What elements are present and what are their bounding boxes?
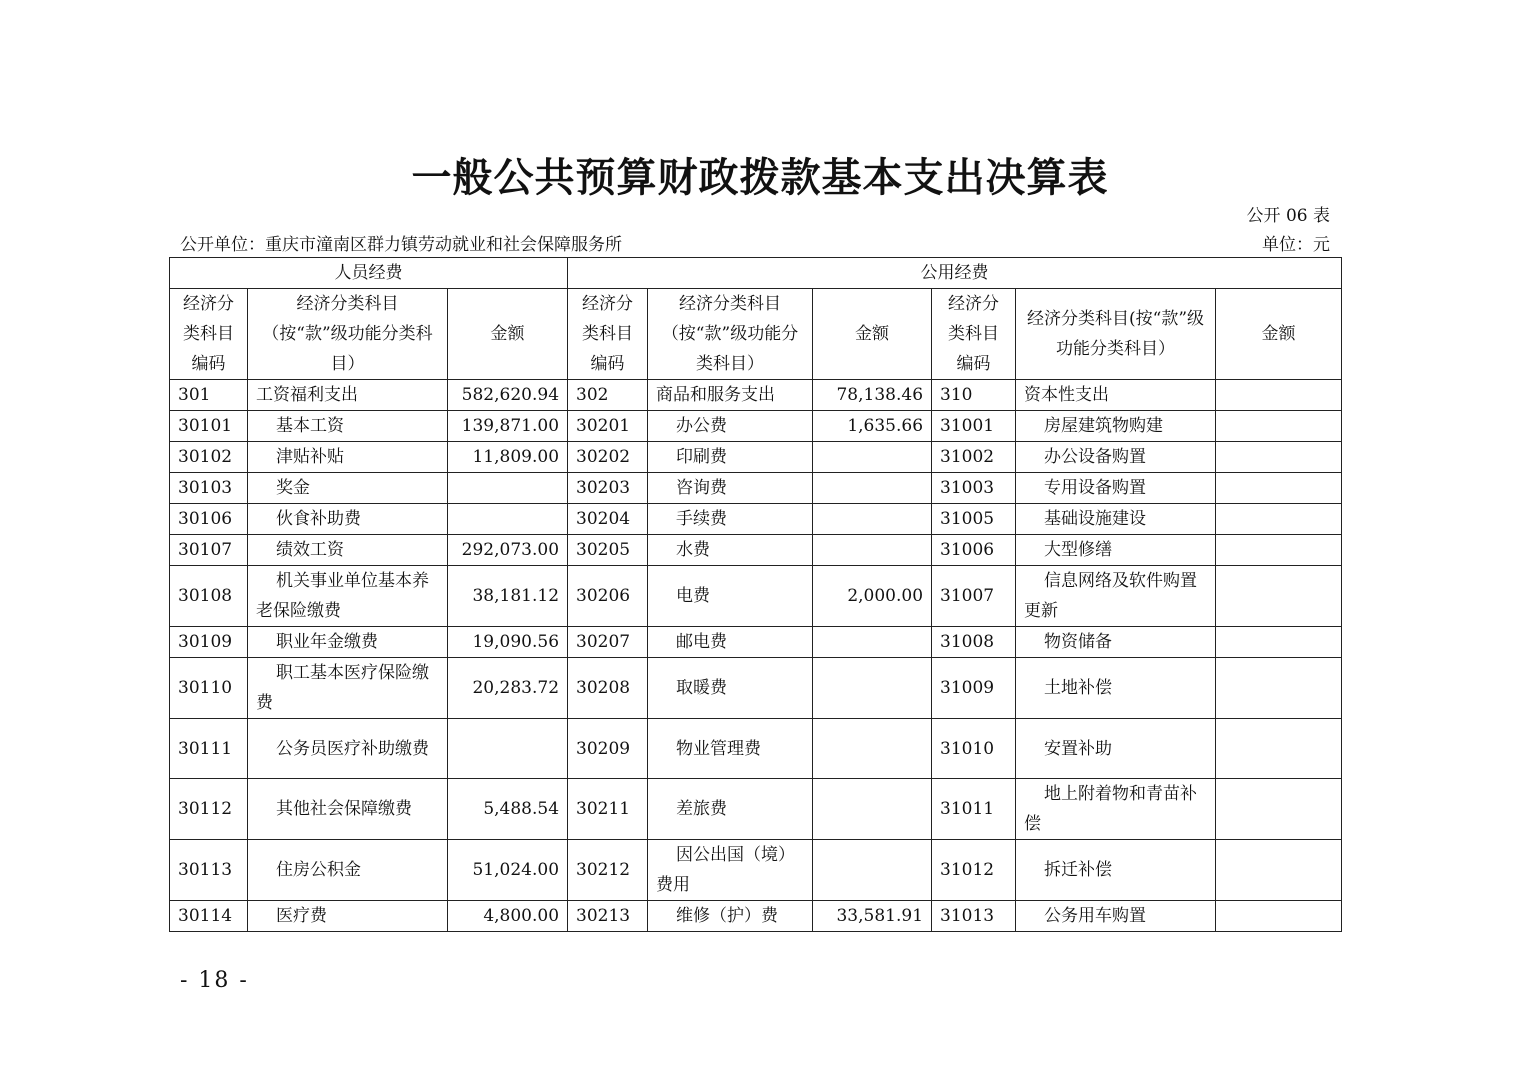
amount-cell — [813, 658, 932, 719]
amount-cell — [1216, 566, 1342, 627]
unit-name: 公开单位：重庆市潼南区群力镇劳动就业和社会保障服务所 — [180, 235, 622, 255]
amount-cell — [448, 719, 568, 779]
item-cell: 工资福利支出 — [248, 380, 448, 411]
item-cell: 办公费 — [648, 411, 813, 442]
group-header-row — [170, 258, 1342, 289]
header-amount-1: 金额 — [448, 289, 568, 380]
code-cell: 31002 — [932, 442, 1016, 473]
amount-cell: 139,871.00 — [448, 411, 568, 442]
amount-cell — [1216, 719, 1342, 779]
item-cell: 办公设备购置 — [1016, 442, 1216, 473]
code-cell: 31010 — [932, 719, 1016, 779]
item-cell: 伙食补助费 — [248, 504, 448, 535]
table-row — [170, 380, 1342, 411]
amount-cell: 4,800.00 — [448, 901, 568, 932]
item-cell: 差旅费 — [648, 779, 813, 840]
table-row — [170, 566, 1342, 627]
code-cell: 31006 — [932, 535, 1016, 566]
code-cell: 31013 — [932, 901, 1016, 932]
code-cell: 30204 — [568, 504, 648, 535]
header-code-2: 经济分类科目编码 — [568, 289, 648, 380]
item-cell: 取暖费 — [648, 658, 813, 719]
item-cell: 安置补助 — [1016, 719, 1216, 779]
header-item-1: 经济分类科目（按“款”级功能分类科目） — [248, 289, 448, 380]
amount-cell: 292,073.00 — [448, 535, 568, 566]
item-cell: 商品和服务支出 — [648, 380, 813, 411]
amount-cell: 38,181.12 — [448, 566, 568, 627]
item-cell: 信息网络及软件购置更新 — [1016, 566, 1216, 627]
code-cell: 30205 — [568, 535, 648, 566]
item-cell: 拆迁补偿 — [1016, 840, 1216, 901]
code-cell: 30211 — [568, 779, 648, 840]
unit-line — [180, 230, 1330, 255]
code-cell: 30101 — [170, 411, 248, 442]
code-cell: 30109 — [170, 627, 248, 658]
amount-cell — [813, 442, 932, 473]
amount-cell — [448, 473, 568, 504]
table-row — [170, 658, 1342, 719]
code-cell: 30207 — [568, 627, 648, 658]
item-cell: 资本性支出 — [1016, 380, 1216, 411]
amount-cell — [448, 504, 568, 535]
code-cell: 30113 — [170, 840, 248, 901]
amount-cell: 78,138.46 — [813, 380, 932, 411]
code-cell: 30108 — [170, 566, 248, 627]
amount-cell: 2,000.00 — [813, 566, 932, 627]
amount-cell: 33,581.91 — [813, 901, 932, 932]
table-row — [170, 411, 1342, 442]
code-cell: 30201 — [568, 411, 648, 442]
header-code-3: 经济分类科目编码 — [932, 289, 1016, 380]
amount-cell — [813, 535, 932, 566]
item-cell: 物资储备 — [1016, 627, 1216, 658]
code-cell: 30103 — [170, 473, 248, 504]
header-amount-3: 金额 — [1216, 289, 1342, 380]
item-cell: 地上附着物和青苗补偿 — [1016, 779, 1216, 840]
amount-cell — [813, 504, 932, 535]
item-cell: 医疗费 — [248, 901, 448, 932]
amount-cell — [1216, 627, 1342, 658]
amount-cell: 20,283.72 — [448, 658, 568, 719]
code-cell: 30106 — [170, 504, 248, 535]
code-cell: 30202 — [568, 442, 648, 473]
code-cell: 30114 — [170, 901, 248, 932]
amount-cell — [1216, 504, 1342, 535]
item-cell: 专用设备购置 — [1016, 473, 1216, 504]
item-cell: 维修（护）费 — [648, 901, 813, 932]
item-cell: 房屋建筑物购建 — [1016, 411, 1216, 442]
item-cell: 公务用车购置 — [1016, 901, 1216, 932]
header-code-1: 经济分类科目编码 — [170, 289, 248, 380]
item-cell: 津贴补贴 — [248, 442, 448, 473]
item-cell: 物业管理费 — [648, 719, 813, 779]
item-cell: 其他社会保障缴费 — [248, 779, 448, 840]
item-cell: 咨询费 — [648, 473, 813, 504]
amount-cell — [1216, 901, 1342, 932]
amount-cell — [813, 840, 932, 901]
amount-cell — [1216, 779, 1342, 840]
code-cell: 31001 — [932, 411, 1016, 442]
amount-cell: 11,809.00 — [448, 442, 568, 473]
budget-table — [169, 257, 1342, 932]
amount-cell: 51,024.00 — [448, 840, 568, 901]
code-cell: 30212 — [568, 840, 648, 901]
code-cell: 30206 — [568, 566, 648, 627]
code-cell: 31008 — [932, 627, 1016, 658]
code-cell: 302 — [568, 380, 648, 411]
item-cell: 手续费 — [648, 504, 813, 535]
amount-cell — [1216, 473, 1342, 504]
item-cell: 电费 — [648, 566, 813, 627]
code-cell: 30112 — [170, 779, 248, 840]
item-cell: 职业年金缴费 — [248, 627, 448, 658]
column-header-row — [170, 289, 1342, 380]
amount-cell: 19,090.56 — [448, 627, 568, 658]
page-number: - 18 - — [180, 968, 249, 993]
item-cell: 印刷费 — [648, 442, 813, 473]
amount-cell — [813, 779, 932, 840]
amount-cell — [1216, 411, 1342, 442]
item-cell: 基础设施建设 — [1016, 504, 1216, 535]
amount-cell — [1216, 535, 1342, 566]
code-cell: 30107 — [170, 535, 248, 566]
currency-unit: 单位：元 — [1262, 235, 1330, 255]
item-cell: 公务员医疗补助缴费 — [248, 719, 448, 779]
header-item-2: 经济分类科目（按“款”级功能分类科目） — [648, 289, 813, 380]
code-cell: 30208 — [568, 658, 648, 719]
code-cell: 31012 — [932, 840, 1016, 901]
code-cell: 30111 — [170, 719, 248, 779]
amount-cell — [1216, 840, 1342, 901]
code-cell: 30102 — [170, 442, 248, 473]
amount-cell — [1216, 658, 1342, 719]
header-item-3: 经济分类科目(按“款”级功能分类科目） — [1016, 289, 1216, 380]
group-public: 公用经费 — [568, 258, 1342, 289]
table-row — [170, 504, 1342, 535]
item-cell: 土地补偿 — [1016, 658, 1216, 719]
code-cell: 310 — [932, 380, 1016, 411]
table-row — [170, 719, 1342, 779]
code-cell: 31007 — [932, 566, 1016, 627]
item-cell: 邮电费 — [648, 627, 813, 658]
code-cell: 301 — [170, 380, 248, 411]
item-cell: 大型修缮 — [1016, 535, 1216, 566]
amount-cell — [813, 627, 932, 658]
amount-cell: 582,620.94 — [448, 380, 568, 411]
amount-cell — [1216, 380, 1342, 411]
code-cell: 30209 — [568, 719, 648, 779]
group-personnel: 人员经费 — [170, 258, 568, 289]
code-cell: 31009 — [932, 658, 1016, 719]
table-row — [170, 627, 1342, 658]
page-title: 一般公共预算财政拨款基本支出决算表 — [411, 154, 1109, 201]
amount-cell — [1216, 442, 1342, 473]
item-cell: 住房公积金 — [248, 840, 448, 901]
code-cell: 30203 — [568, 473, 648, 504]
amount-cell: 5,488.54 — [448, 779, 568, 840]
item-cell: 职工基本医疗保险缴费 — [248, 658, 448, 719]
item-cell: 机关事业单位基本养老保险缴费 — [248, 566, 448, 627]
table-row — [170, 840, 1342, 901]
table-row — [170, 473, 1342, 504]
item-cell: 奖金 — [248, 473, 448, 504]
item-cell: 水费 — [648, 535, 813, 566]
code-cell: 30110 — [170, 658, 248, 719]
table-row — [170, 535, 1342, 566]
table-row — [170, 901, 1342, 932]
amount-cell — [813, 719, 932, 779]
amount-cell — [813, 473, 932, 504]
header-amount-2: 金额 — [813, 289, 932, 380]
code-cell: 31011 — [932, 779, 1016, 840]
code-cell: 31003 — [932, 473, 1016, 504]
item-cell: 因公出国（境）费用 — [648, 840, 813, 901]
code-cell: 31005 — [932, 504, 1016, 535]
code-cell: 30213 — [568, 901, 648, 932]
item-cell: 基本工资 — [248, 411, 448, 442]
table-row — [170, 442, 1342, 473]
item-cell: 绩效工资 — [248, 535, 448, 566]
form-number: 公开 06 表 — [1246, 206, 1330, 226]
amount-cell: 1,635.66 — [813, 411, 932, 442]
table-row — [170, 779, 1342, 840]
